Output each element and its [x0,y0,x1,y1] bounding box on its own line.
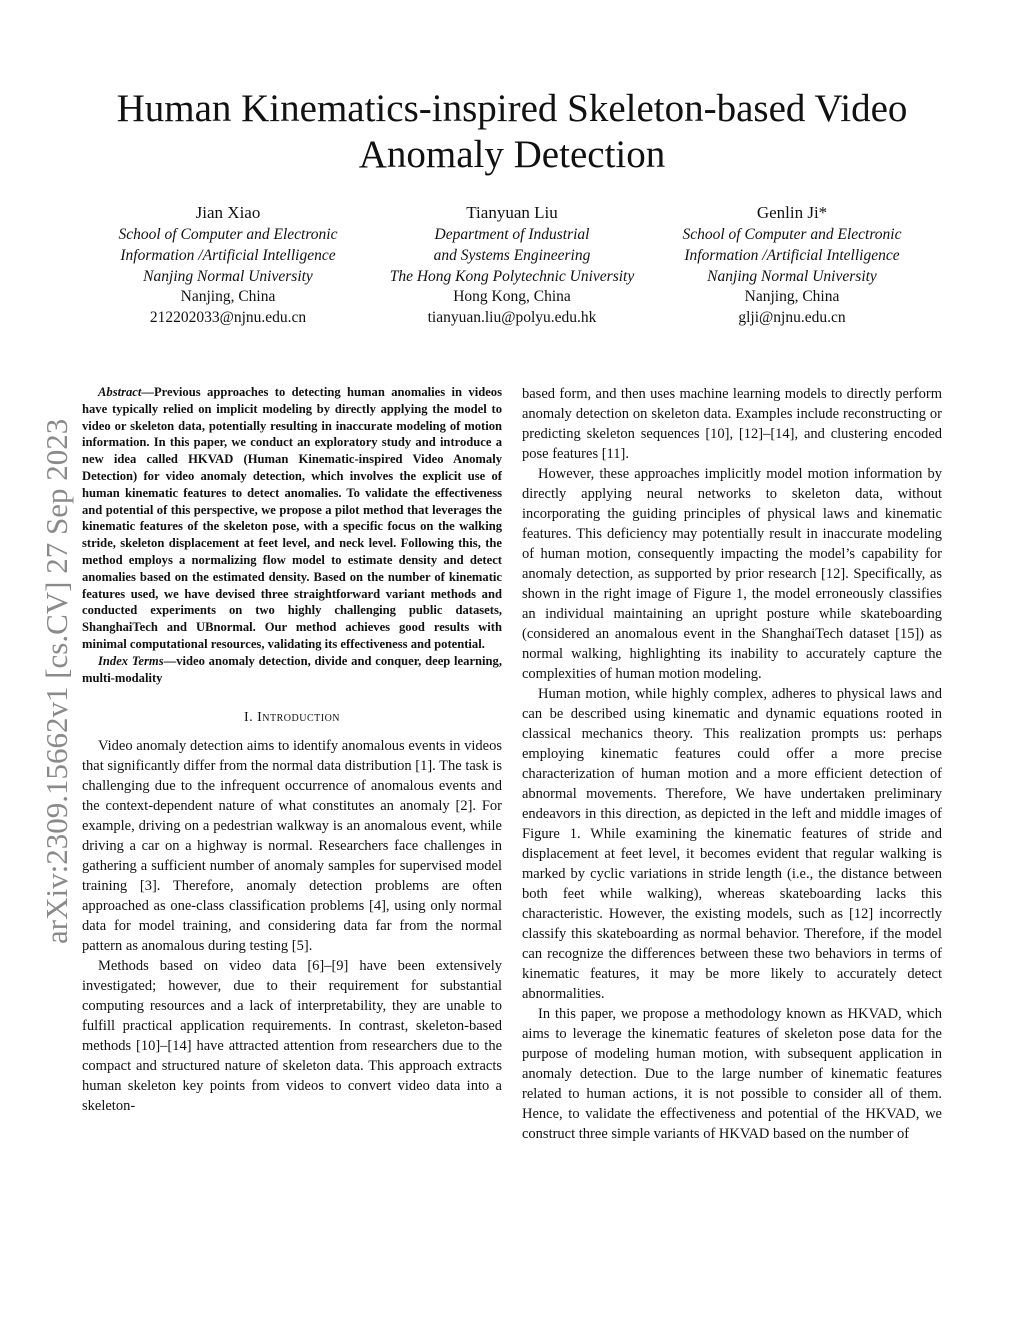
author-affiliation: Department of Industrial [434,226,590,243]
left-column [82,384,502,1116]
author-location: Nanjing, China [180,288,276,306]
author-affiliation: Nanjing Normal University [143,267,313,285]
author-email: 212202033@njnu.edu.cn [149,309,307,327]
author-affiliation: School of Computer and Electronic [118,226,338,243]
author-affiliation: Information /Artificial Intelligence [684,246,900,264]
author-affiliation: and Systems Engineering [433,246,591,264]
index-terms-text: —video anomaly detection, divide and conquer, deep learning, multi-modality [82,653,502,685]
author-email: glji@njnu.edu.cn [738,309,846,327]
author-affiliation: School of Computer and Electronic [682,226,902,243]
section-heading-introduction: I. Introduction [243,710,341,726]
author-name: Genlin Ji* [756,203,828,222]
body-paragraph: Video anomaly detection aims to identify anomalous events in videos that significantly differ from the normal data distribution [1]. The task is challenging due to the infrequent occurrence of anomalous events and the context-dependent nature of what constitutes an anomaly [2]. For example, driving on a pedestrian walkway is an anomalous event, while driving a car on a highway is normal. Researchers face challenges in gathering a sufficient number of anomaly samples for supervised model training [3]. Therefore, anomaly detection problems are often approached as one-class classification problems [4], using only normal data for model training, and considering data far from the normal pattern as anomalous during testing [5]. [82,738,502,955]
body-paragraph: based form, and then uses machine learning models to directly perform anomaly detection on skeleton data. Examples include reconstructing or predicting skeleton sequences [10], [12]–[14], and clustering encoded pose features [11]. [522,386,942,462]
abstract [82,384,502,653]
index-terms [82,653,502,687]
abstract-text: —Previous approaches to detecting human anomalies in videos have typically relied on implicit modeling by directly applying the model to video or skeleton data, potentially resulting in inaccurate modeling of motion information. In this paper, we conduct an exploratory study and introduce a new idea called HKVAD (Human Kinematic-inspired Video Anomaly Detection) for video anomaly detection, which involves the explicit use of human kinematic features to detect anomalies. To validate the effectiveness and potential of this perspective, we propose a pilot method that leverages the kinematic features of the skeleton pose, with a specific focus on the walking stride, skeleton displacement at feet level, and neck level. Following this, the method employs a normalizing flow model to estimate density and detect anomalies based on the estimated density. Based on the number of kinematic features used, we have devised three straightforward variant methods and conducted experiments on two highly challenging public datasets, ShanghaiTech and UBnormal. Our method achieves good results with minimal computational resources, validating its effectiveness and potential. [82,385,502,651]
author-block-3 [652,202,932,329]
author-location: Hong Kong, China [453,288,571,306]
author-affiliation: Nanjing Normal University [707,267,877,285]
body-paragraph: Human motion, while highly complex, adheres to physical laws and can be described using kinematic and dynamic equations rooted in classical mechanics theory. This realization prompts us: perhaps employing kinematic features could offer a more precise characterization of human motion and a more efficient detection of abnormal movements. Therefore, We have undertaken preliminary endeavors in this direction, as depicted in the left and middle images of Figure 1. While examining the kinematic features of stride and displacement at feet level, it becomes evident that regular walking is marked by cyclic variations in stride length (i.e., the distance between both feet while walking), whereas skateboarding lacks this characteristic. However, the existing models, such as [12] incorrectly classify this skateboarding as normal behavior. Therefore, if the model can recognize the differences between these two behaviors in terms of kinematic features, it may be more likely to accurately detect abnormalities. [522,686,942,1002]
author-affiliation: The Hong Kong Polytechnic University [389,267,635,285]
author-affiliation: Information /Artificial Intelligence [120,246,336,264]
author-block-2 [362,202,662,329]
author-location: Nanjing, China [744,288,840,306]
paper-title [0,86,1024,178]
abstract-lead: Abstract [98,385,142,399]
right-column [522,384,942,1144]
body-paragraph: In this paper, we propose a methodology known as HKVAD, which aims to leverage the kinematic features of skeleton pose data for the purpose of modeling human motion, with subsequent application in anomaly detection. Due to the large number of kinematic features related to human actions, it is not possible to consider all of them. Hence, to validate the effectiveness and potential of the HKVAD, we construct three simple variants of HKVAD based on the number of [522,1006,942,1142]
arxiv-identifier: arXiv:2309.15662v1 [cs.CV] 27 Sep 2023 [39,418,74,944]
title-line-2: Anomaly Detection [358,133,666,176]
author-block-1 [88,202,368,329]
author-email: tianyuan.liu@polyu.edu.hk [427,309,597,327]
body-paragraph: Methods based on video data [6]–[9] have been extensively investigated; however, due to their requirement for substantial computing resources and a lack of interpretability, they are unable to fulfill practical application requirements. In contrast, skeleton-based methods [10]–[14] have attracted attention from researchers due to the compact and structured nature of skeleton data. This approach extracts human skeleton key points from videos to convert video data into a skeleton- [82,958,502,1115]
index-terms-lead: Index Terms [98,653,164,668]
body-paragraph: However, these approaches implicitly model motion information by directly applying neural networks to skeleton data, without incorporating the guiding principles of physical laws and kinematic features. This deficiency may potentially result in inaccurate modeling of human motion, consequently impacting the model’s capability for anomaly detection, as supported by prior research [12]. Specifically, as shown in the right image of Figure 1, the model erroneously classifies an individual maintaining an upright posture while skateboarding (considered an anomalous event in the ShanghaiTech dataset [15]) as normal walking, highlighting its inability to accurately capture the complexities of human motion modeling. [522,466,942,682]
title-line-1: Human Kinematics-inspired Skeleton-based Video [116,87,908,130]
author-name: Jian Xiao [195,203,261,222]
author-name: Tianyuan Liu [466,203,558,222]
